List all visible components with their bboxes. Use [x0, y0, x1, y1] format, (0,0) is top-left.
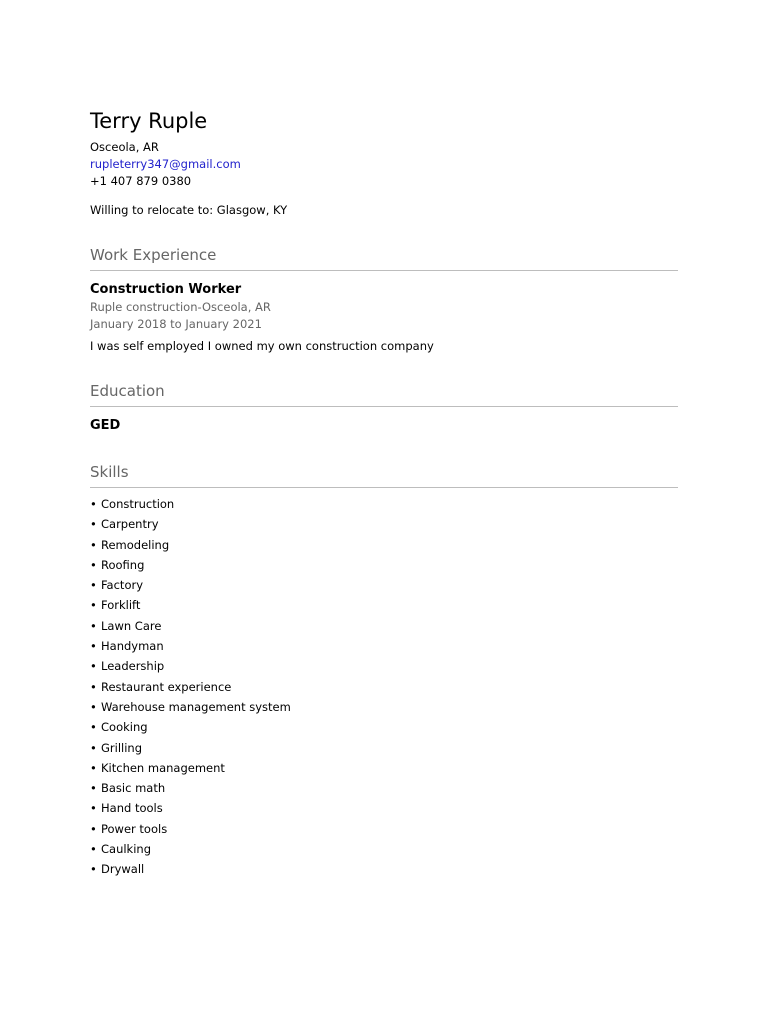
- skill-label: Restaurant experience: [101, 679, 232, 694]
- skill-label: Caulking: [101, 842, 152, 857]
- candidate-location: Osceola, AR: [90, 140, 159, 154]
- job-company-location: [90, 299, 271, 315]
- skill-label: Warehouse management system: [101, 699, 291, 714]
- skill-item: [90, 555, 291, 575]
- skill-item: [90, 616, 291, 636]
- job-company: Ruple construction: [90, 300, 198, 314]
- skill-item: [90, 859, 291, 879]
- bullet-icon: •: [90, 639, 97, 654]
- job-title: Construction Worker: [90, 282, 242, 297]
- skill-item: [90, 839, 291, 859]
- skills-list: [90, 494, 291, 880]
- candidate-phone: +1 407 879 0380: [90, 174, 192, 188]
- skill-label: Kitchen management: [101, 760, 225, 775]
- bullet-icon: •: [90, 781, 97, 796]
- education-divider: [90, 406, 678, 407]
- bullet-icon: •: [90, 618, 97, 633]
- bullet-icon: •: [90, 842, 97, 857]
- candidate-name: Terry Ruple: [90, 109, 208, 133]
- skill-item: [90, 798, 291, 818]
- bullet-icon: •: [90, 598, 97, 613]
- skill-item: [90, 535, 291, 555]
- bullet-icon: •: [90, 497, 97, 511]
- bullet-icon: •: [90, 679, 97, 694]
- skills-divider: [90, 487, 678, 488]
- skill-item: [90, 595, 291, 615]
- education-degree: GED: [90, 418, 121, 433]
- skill-item: [90, 758, 291, 778]
- skill-label: Power tools: [101, 821, 168, 836]
- skill-label: Carpentry: [101, 517, 159, 532]
- skill-item: [90, 778, 291, 798]
- skills-heading: Skills: [90, 463, 129, 481]
- job-separator: -: [197, 300, 202, 314]
- bullet-icon: •: [90, 720, 97, 735]
- bullet-icon: •: [90, 699, 97, 714]
- education-heading: Education: [90, 382, 165, 400]
- skill-item: [90, 819, 291, 839]
- skill-item: [90, 697, 291, 717]
- relocation-preference: Willing to relocate to: Glasgow, KY: [90, 203, 288, 217]
- skill-label: Roofing: [101, 557, 145, 572]
- skill-item: [90, 677, 291, 697]
- skill-label: Cooking: [101, 720, 148, 735]
- job-description: I was self employed I owned my own construction company: [90, 339, 434, 353]
- skill-item: [90, 636, 291, 656]
- skill-item: [90, 656, 291, 676]
- skill-item: [90, 717, 291, 737]
- skill-label: Handyman: [101, 639, 164, 654]
- skill-item: [90, 494, 291, 514]
- bullet-icon: •: [90, 801, 97, 816]
- skill-label: Factory: [101, 578, 144, 593]
- skill-label: Forklift: [101, 598, 141, 613]
- skill-label: Leadership: [101, 659, 165, 674]
- skill-item: [90, 575, 291, 595]
- job-location: Osceola, AR: [202, 300, 271, 314]
- bullet-icon: •: [90, 821, 97, 836]
- skill-label: Remodeling: [101, 537, 170, 552]
- skill-label: Hand tools: [101, 801, 163, 816]
- bullet-icon: •: [90, 578, 97, 593]
- bullet-icon: •: [90, 760, 97, 775]
- skill-item: [90, 514, 291, 534]
- skill-label: Construction: [101, 497, 175, 511]
- bullet-icon: •: [90, 517, 97, 532]
- skill-label: Drywall: [101, 862, 145, 877]
- bullet-icon: •: [90, 740, 97, 755]
- work-experience-divider: [90, 270, 678, 271]
- work-experience-heading: Work Experience: [90, 246, 217, 264]
- bullet-icon: •: [90, 862, 97, 877]
- skill-label: Lawn Care: [101, 618, 162, 633]
- bullet-icon: •: [90, 659, 97, 674]
- candidate-email-link[interactable]: rupleterry347@gmail.com: [90, 157, 241, 171]
- bullet-icon: •: [90, 537, 97, 552]
- bullet-icon: •: [90, 557, 97, 572]
- skill-label: Grilling: [101, 740, 143, 755]
- skill-label: Basic math: [101, 781, 166, 796]
- job-dates: January 2018 to January 2021: [90, 317, 262, 331]
- skill-item: [90, 738, 291, 758]
